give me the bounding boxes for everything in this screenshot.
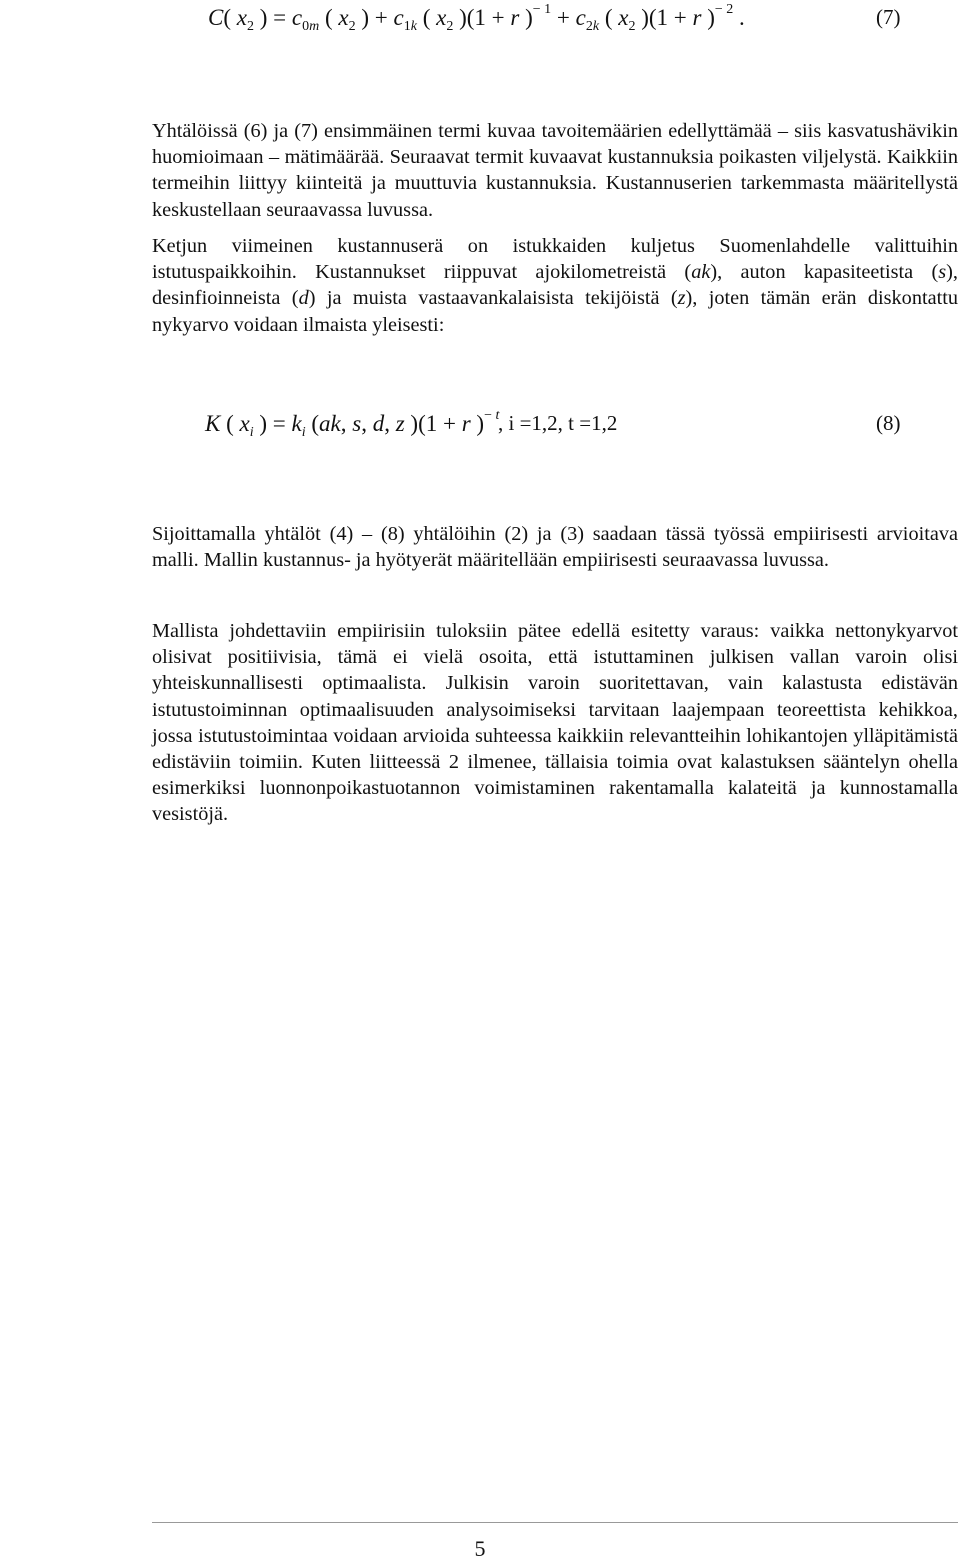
equation-7-number: (7) xyxy=(876,5,901,29)
page-number: 5 xyxy=(474,1536,486,1561)
footer-rule xyxy=(152,1522,958,1523)
equation-8-number: (8) xyxy=(876,411,901,435)
equation-7-formula: C( $x_2$ ) = $c_{0m}$ ( $x_2$ ) + $c_{1k}$ ( $x_2$ )(1 + r )$^{- 1} + c_{2k}$ ( $x_2$ )(1 + r )$^{- 2}$ . xyxy=(208,2,745,34)
equation-8-conditions: , i =1,2, t =1,2 xyxy=(498,411,618,435)
paragraph-2: Ketjun viimeinen kustannuserä on istukkaiden kuljetus Suomenlahdelle valittuihin istutuspaikkoihin. Kustannukset riippuvat ajokilometreistä (ak), auton kapasiteetista (s), desinfioinneista (d) ja muista vastaavankalaisista tekijöistä (z), joten tämän erän diskontattu nykyarvo voidaan ilmaista yleisesti: xyxy=(152,235,959,336)
paragraph-1: Yhtälöissä (6) ja (7) ensimmäinen termi kuvaa tavoitemäärien edellyttämää – siis kasvatushävikin huomioimaan – mätimäärää. Seuraavat termit kuvaavat kustannuksia poikasten viljelystä. Kaikkiin termeihin liittyy kiinteitä ja muuttuvia kustannuksia. Kustannuserien tarkemmasta määritellystä keskustellaan seuraavassa luvussa. xyxy=(152,120,958,221)
paragraph-4: Mallista johdettaviin empiirisiin tuloksiin pätee edellä esitetty varaus: vaikka nettonykyarvot olisivat positiivisia, tämä ei vielä osoita, että istuttaminen julkisen vallan varoin olisi yhteiskunnallisesti optimaalista. Julkisin varoin suoritettavan, vain kalastusta edistävän istutustoiminnan optimaalisuuden analysoimiseksi tarvitaan laajempaan teoreettista kehikkoa, jossa istutustoimintaa voidaan arvioida suhteessa kaikkiin relevantteihin lohikantojen ylläpitämistä edistäviin toimiin. Kuten liitteessä 2 ilmenee, tällaisia toimia ovat kalastuksen sääntelyn ohella esimerkiksi luonnonpoikastuotannon voimistaminen rakentamalla kalateitä ja kunnostamalla vesistöjä. xyxy=(152,620,958,826)
equation-8-formula: K ( $x_i$ ) = $k_i$ (ak, s, d, z )(1 + r )$^{- t}$ xyxy=(205,408,500,440)
paragraph-3: Sijoittamalla yhtälöt (4) – (8) yhtälöihin (2) ja (3) saadaan tässä työssä empiirisesti arvioitava malli. Mallin kustannus- ja hyötyerät määritellään empiirisesti seuraavassa luvussa. xyxy=(152,523,958,572)
